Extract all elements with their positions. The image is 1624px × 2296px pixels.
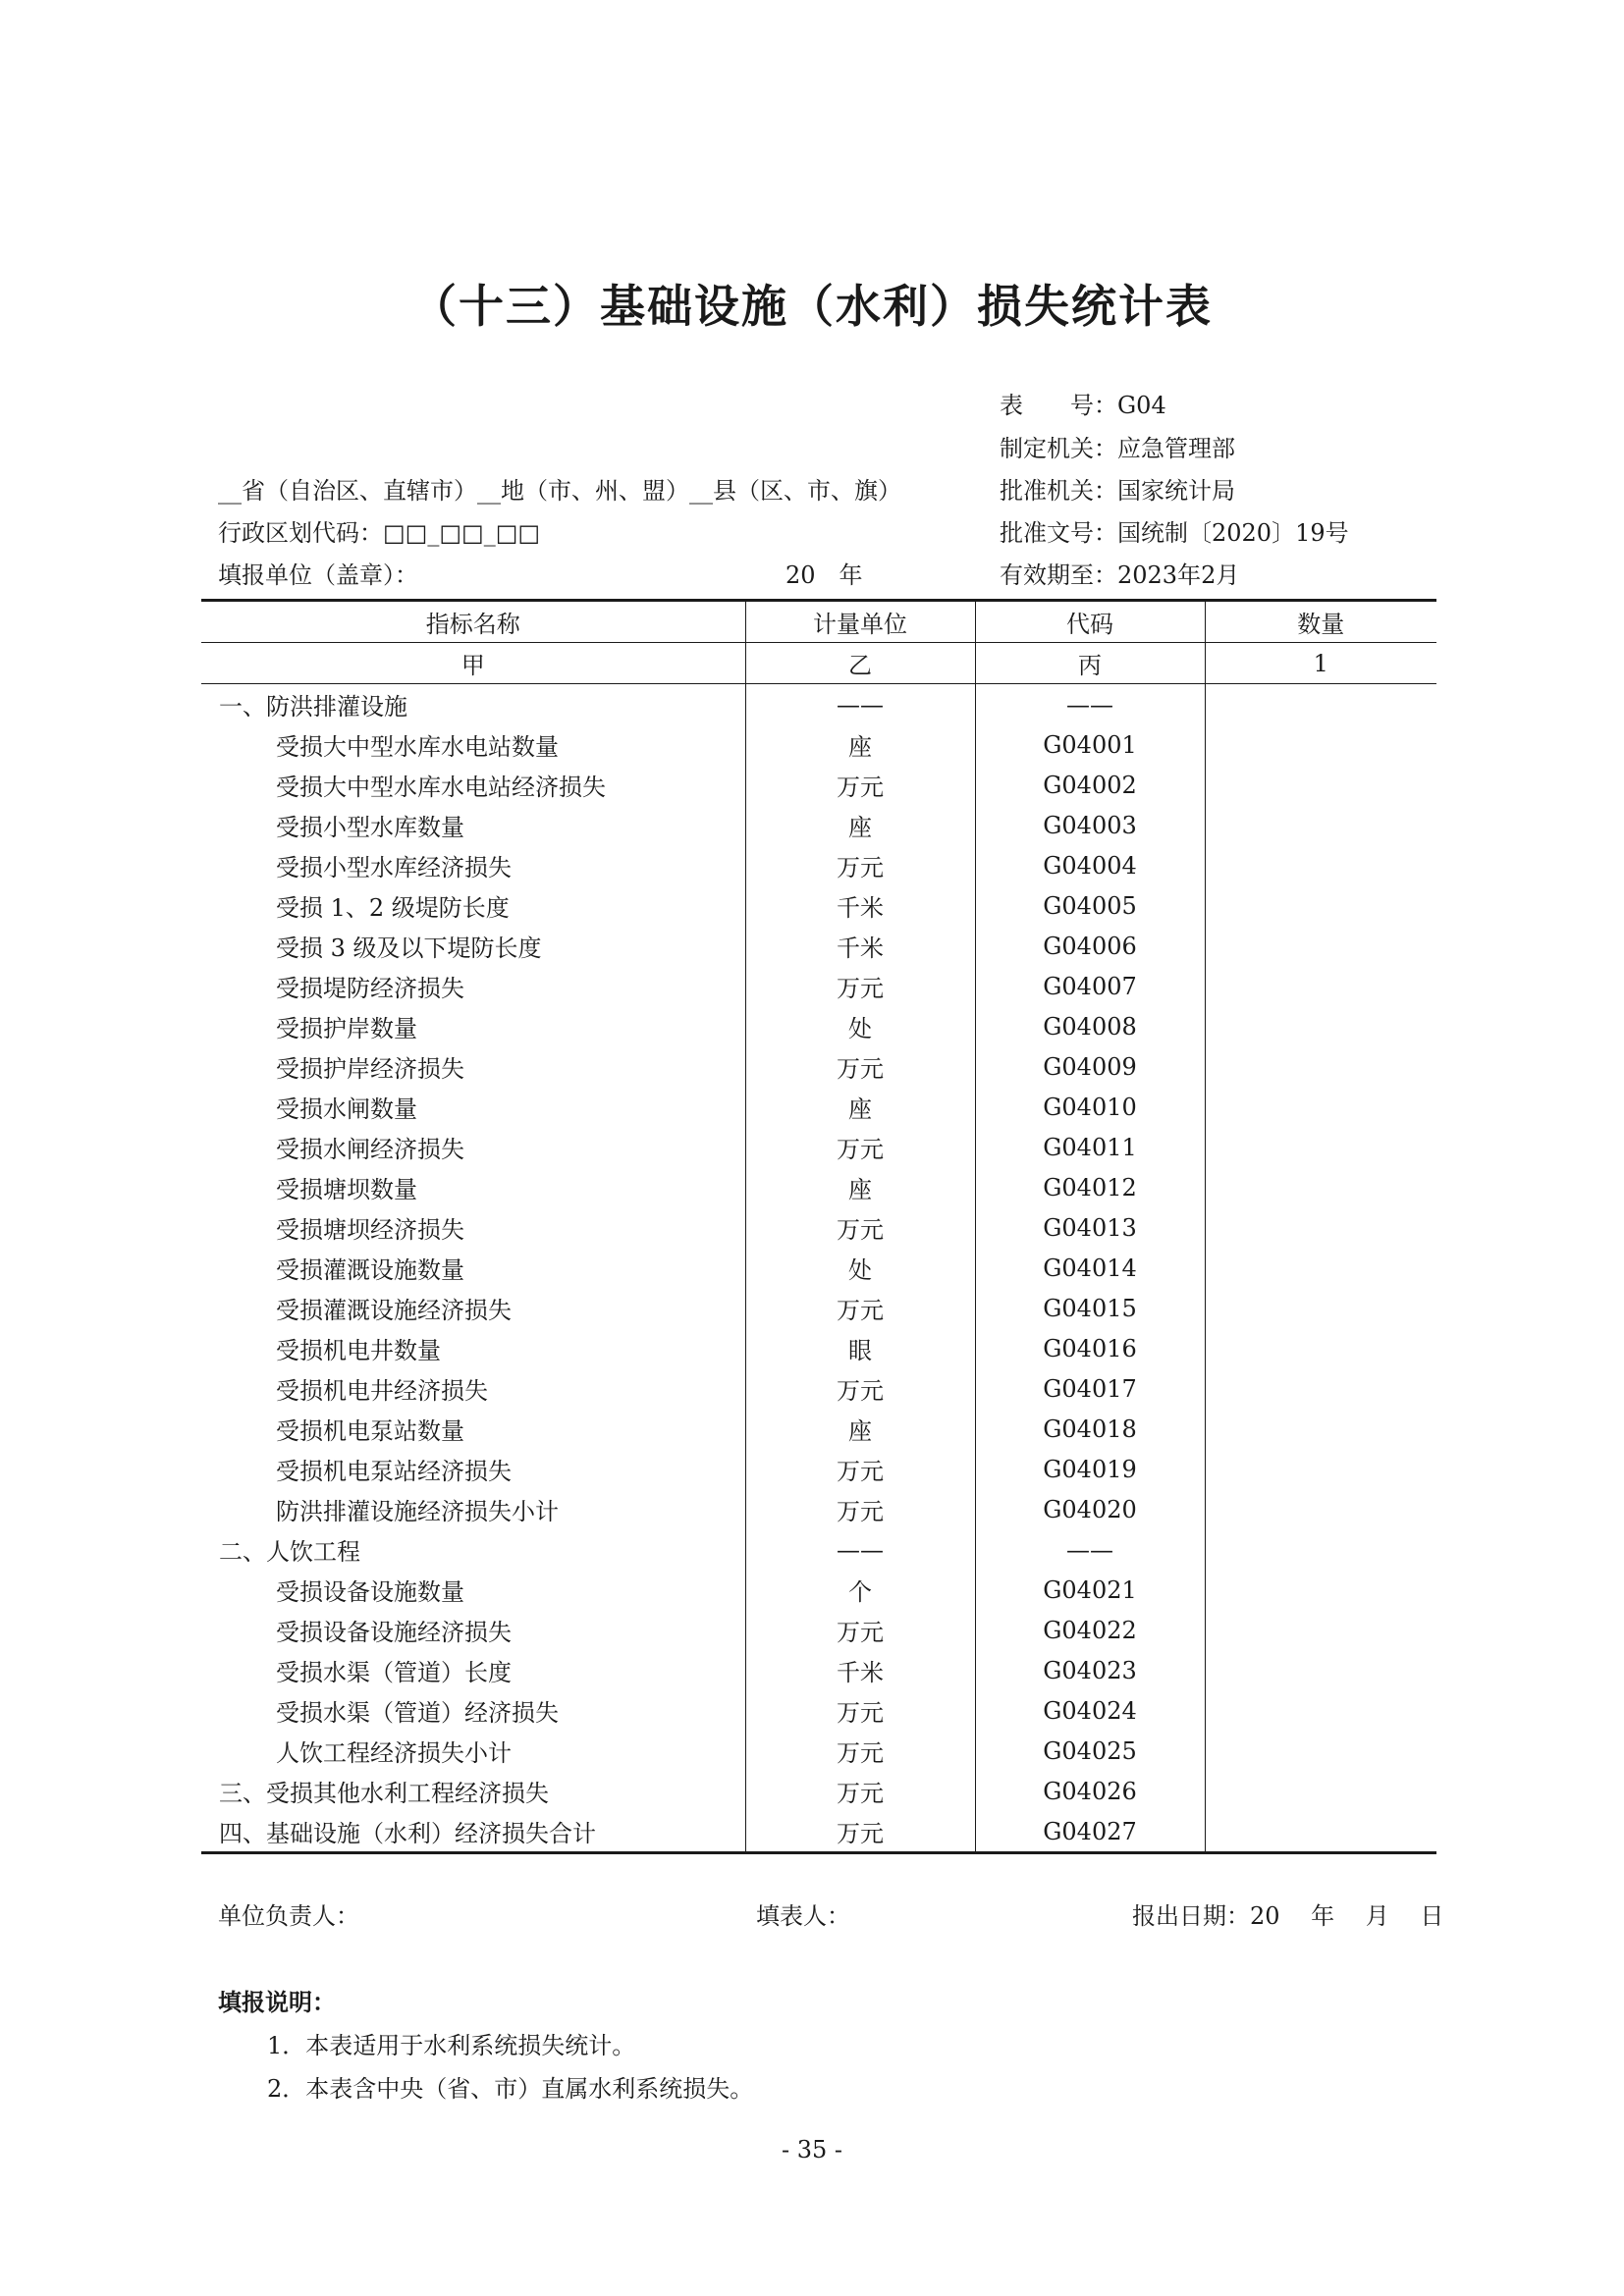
- quantity-input-cell[interactable]: [1205, 966, 1436, 1006]
- code-cell: G04024: [975, 1690, 1205, 1731]
- table-row: [201, 805, 1436, 845]
- table-row: [201, 724, 1436, 765]
- code-cell: G04015: [975, 1288, 1205, 1328]
- quantity-input-cell[interactable]: [1205, 1167, 1436, 1207]
- quantity-input-cell[interactable]: [1205, 845, 1436, 885]
- quantity-input-cell[interactable]: [1205, 1771, 1436, 1811]
- table-row: [201, 1046, 1436, 1087]
- table-row: [201, 1731, 1436, 1771]
- form-filler-signature: 填表人：: [756, 1902, 850, 1930]
- unit-cell: 万元: [745, 1207, 975, 1248]
- validity-date: 有效期至：2023年2月: [1000, 561, 1240, 589]
- indicator-name-cell: 受损设备设施数量: [276, 1578, 464, 1606]
- code-cell: G04001: [975, 724, 1205, 765]
- quantity-input-cell[interactable]: [1205, 1207, 1436, 1248]
- code-cell: G04023: [975, 1650, 1205, 1690]
- indicator-name-cell: 三、受损其他水利工程经济损失: [219, 1780, 549, 1807]
- page-title: （十三）基础设施（水利）损失统计表: [411, 280, 1213, 333]
- indicator-name-cell: 受损小型水库数量: [276, 814, 464, 841]
- quantity-input-cell[interactable]: [1205, 765, 1436, 805]
- indicator-name-cell: 受损护岸数量: [276, 1015, 417, 1042]
- quantity-input-cell[interactable]: [1205, 1570, 1436, 1610]
- indicator-name-cell: 受损堤防经济损失: [276, 975, 464, 1002]
- code-cell: G04016: [975, 1328, 1205, 1368]
- table-row: [201, 1207, 1436, 1248]
- code-cell: G04008: [975, 1006, 1205, 1046]
- unit-cell: 万元: [745, 1489, 975, 1529]
- unit-cell: 座: [745, 805, 975, 845]
- table-row: [201, 1127, 1436, 1167]
- code-cell: G04022: [975, 1610, 1205, 1650]
- code-cell: G04020: [975, 1489, 1205, 1529]
- unit-cell: 座: [745, 1409, 975, 1449]
- unit-cell: 万元: [745, 1610, 975, 1650]
- table-row: [201, 1368, 1436, 1409]
- quantity-input-cell[interactable]: [1205, 1288, 1436, 1328]
- code-cell: G04003: [975, 805, 1205, 845]
- unit-cell: 千米: [745, 1650, 975, 1690]
- table-row: [201, 1087, 1436, 1127]
- indicator-name-cell: 受损大中型水库水电站数量: [276, 733, 559, 761]
- quantity-input-cell[interactable]: [1205, 1489, 1436, 1529]
- code-cell: G04018: [975, 1409, 1205, 1449]
- indicator-name-cell: 受损水闸经济损失: [276, 1136, 464, 1163]
- table-body: [201, 684, 1436, 1853]
- quantity-input-cell[interactable]: [1205, 1811, 1436, 1853]
- code-cell: G04013: [975, 1207, 1205, 1248]
- table-row: [201, 1409, 1436, 1449]
- quantity-input-cell[interactable]: [1205, 1529, 1436, 1570]
- quantity-input-cell[interactable]: [1205, 885, 1436, 926]
- code-cell: G04006: [975, 926, 1205, 966]
- quantity-input-cell[interactable]: [1205, 1690, 1436, 1731]
- table-row: [201, 1690, 1436, 1731]
- quantity-input-cell[interactable]: [1205, 1449, 1436, 1489]
- admin-code-line: 行政区划代码：□□_□□_□□: [218, 519, 541, 547]
- code-cell: G04026: [975, 1771, 1205, 1811]
- table-row: [201, 1449, 1436, 1489]
- unit-head-signature: 单位负责人：: [218, 1902, 359, 1930]
- code-cell: G04019: [975, 1449, 1205, 1489]
- indicator-name-cell: 受损塘坝经济损失: [276, 1216, 464, 1244]
- subheader-bing: 丙: [975, 643, 1205, 684]
- table-row: [201, 966, 1436, 1006]
- code-cell: G04002: [975, 765, 1205, 805]
- unit-cell: 座: [745, 1087, 975, 1127]
- code-cell: G04014: [975, 1248, 1205, 1288]
- table-header-row: [201, 601, 1436, 643]
- table-row: [201, 765, 1436, 805]
- indicator-name-cell: 四、基础设施（水利）经济损失合计: [219, 1820, 596, 1847]
- indicator-name-cell: 受损灌溉设施经济损失: [276, 1297, 512, 1324]
- table-row: [201, 845, 1436, 885]
- unit-cell: 眼: [745, 1328, 975, 1368]
- quantity-input-cell[interactable]: [1205, 1731, 1436, 1771]
- code-cell: G04004: [975, 845, 1205, 885]
- table-row: [201, 684, 1436, 725]
- header-quantity: 数量: [1205, 601, 1436, 643]
- unit-cell: 万元: [745, 1449, 975, 1489]
- unit-cell: 万元: [745, 1368, 975, 1409]
- indicator-name-cell: 受损机电井数量: [276, 1337, 441, 1364]
- indicator-name-cell: 受损小型水库经济损失: [276, 854, 512, 881]
- quantity-input-cell[interactable]: [1205, 1127, 1436, 1167]
- quantity-input-cell[interactable]: [1205, 1368, 1436, 1409]
- quantity-input-cell[interactable]: [1205, 1046, 1436, 1087]
- code-cell: G04005: [975, 885, 1205, 926]
- unit-cell: 万元: [745, 1811, 975, 1853]
- code-cell: G04025: [975, 1731, 1205, 1771]
- table-row: [201, 1248, 1436, 1288]
- indicator-name-cell: 受损水渠（管道）长度: [276, 1659, 512, 1686]
- unit-cell: 万元: [745, 765, 975, 805]
- code-cell: G04009: [975, 1046, 1205, 1087]
- table-row: [201, 1570, 1436, 1610]
- note-item-2: 2．本表含中央（省、市）直属水利系统损失。: [267, 2075, 754, 2103]
- indicator-name-cell: 受损水渠（管道）经济损失: [276, 1699, 559, 1727]
- code-cell: G04007: [975, 966, 1205, 1006]
- page-number: - 35 -: [781, 2136, 842, 2163]
- header-indicator-name: 指标名称: [201, 601, 745, 643]
- quantity-input-cell[interactable]: [1205, 1650, 1436, 1690]
- table-row: [201, 1529, 1436, 1570]
- indicator-name-cell: 受损机电泵站数量: [276, 1417, 464, 1445]
- unit-cell: 万元: [745, 1690, 975, 1731]
- table-row: [201, 1328, 1436, 1368]
- approving-authority: 批准机关：国家统计局: [1000, 477, 1235, 505]
- indicator-name-cell: 人饮工程经济损失小计: [276, 1739, 512, 1767]
- unit-cell: 千米: [745, 926, 975, 966]
- table-row: [201, 1771, 1436, 1811]
- quantity-input-cell[interactable]: [1205, 1409, 1436, 1449]
- report-date: 报出日期：20 年 月 日: [1132, 1902, 1444, 1930]
- subheader-col1: 1: [1205, 643, 1436, 684]
- quantity-input-cell[interactable]: [1205, 684, 1436, 725]
- code-cell: ——: [975, 684, 1205, 725]
- subheader-jia: 甲: [201, 643, 745, 684]
- indicator-name-cell: 受损护岸经济损失: [276, 1055, 464, 1083]
- subheader-yi: 乙: [745, 643, 975, 684]
- indicator-name-cell: 一、防洪排灌设施: [219, 693, 407, 721]
- table-row: [201, 1811, 1436, 1853]
- statistics-table: [201, 599, 1436, 1854]
- unit-cell: 座: [745, 1167, 975, 1207]
- unit-cell: ——: [745, 684, 975, 725]
- table-row: [201, 885, 1436, 926]
- unit-cell: 万元: [745, 1771, 975, 1811]
- indicator-name-cell: 受损灌溉设施数量: [276, 1256, 464, 1284]
- code-cell: G04017: [975, 1368, 1205, 1409]
- notes-title: 填报说明：: [218, 1989, 336, 2016]
- table-row: [201, 1288, 1436, 1328]
- issuing-authority: 制定机关：应急管理部: [1000, 435, 1235, 462]
- code-cell: G04027: [975, 1811, 1205, 1853]
- unit-cell: ——: [745, 1529, 975, 1570]
- quantity-input-cell[interactable]: [1205, 1328, 1436, 1368]
- code-cell: ——: [975, 1529, 1205, 1570]
- note-item-1: 1．本表适用于水利系统损失统计。: [267, 2032, 636, 2059]
- code-cell: G04010: [975, 1087, 1205, 1127]
- quantity-input-cell[interactable]: [1205, 1087, 1436, 1127]
- table-row: [201, 1489, 1436, 1529]
- quantity-input-cell[interactable]: [1205, 926, 1436, 966]
- quantity-input-cell[interactable]: [1205, 724, 1436, 765]
- indicator-name-cell: 受损设备设施经济损失: [276, 1619, 512, 1646]
- unit-cell: 万元: [745, 845, 975, 885]
- unit-cell: 万元: [745, 1046, 975, 1087]
- header-unit: 计量单位: [745, 601, 975, 643]
- unit-cell: 万元: [745, 966, 975, 1006]
- unit-cell: 座: [745, 724, 975, 765]
- indicator-name-cell: 防洪排灌设施经济损失小计: [276, 1498, 559, 1525]
- report-year: 20 年: [785, 561, 863, 589]
- indicator-name-cell: 受损塘坝数量: [276, 1176, 417, 1203]
- code-cell: G04021: [975, 1570, 1205, 1610]
- unit-cell: 千米: [745, 885, 975, 926]
- indicator-name-cell: 受损 3 级及以下堤防长度: [276, 934, 542, 962]
- quantity-input-cell[interactable]: [1205, 1610, 1436, 1650]
- indicator-name-cell: 受损机电井经济损失: [276, 1377, 488, 1405]
- table-row: [201, 1610, 1436, 1650]
- form-number: 表 号：G04: [1000, 392, 1166, 419]
- quantity-input-cell[interactable]: [1205, 1248, 1436, 1288]
- table-row: [201, 1650, 1436, 1690]
- header-code: 代码: [975, 601, 1205, 643]
- quantity-input-cell[interactable]: [1205, 1006, 1436, 1046]
- quantity-input-cell[interactable]: [1205, 805, 1436, 845]
- unit-cell: 个: [745, 1570, 975, 1610]
- code-cell: G04012: [975, 1167, 1205, 1207]
- unit-cell: 处: [745, 1248, 975, 1288]
- table-subheader-row: [201, 643, 1436, 684]
- indicator-name-cell: 受损机电泵站经济损失: [276, 1458, 512, 1485]
- table-row: [201, 926, 1436, 966]
- unit-cell: 万元: [745, 1127, 975, 1167]
- unit-cell: 万元: [745, 1731, 975, 1771]
- indicator-name-cell: 二、人饮工程: [219, 1538, 360, 1566]
- approval-document-number: 批准文号：国统制〔2020〕19号: [1000, 519, 1349, 547]
- region-line: __省（自治区、直辖市）__地（市、州、盟）__县（区、市、旗）: [218, 477, 901, 505]
- code-cell: G04011: [975, 1127, 1205, 1167]
- unit-cell: 处: [745, 1006, 975, 1046]
- indicator-name-cell: 受损 1、2 级堤防长度: [276, 894, 510, 922]
- unit-cell: 万元: [745, 1288, 975, 1328]
- table-row: [201, 1167, 1436, 1207]
- table-row: [201, 1006, 1436, 1046]
- indicator-name-cell: 受损水闸数量: [276, 1095, 417, 1123]
- reporting-unit-line: 填报单位（盖章）：: [218, 561, 418, 589]
- indicator-name-cell: 受损大中型水库水电站经济损失: [276, 774, 606, 801]
